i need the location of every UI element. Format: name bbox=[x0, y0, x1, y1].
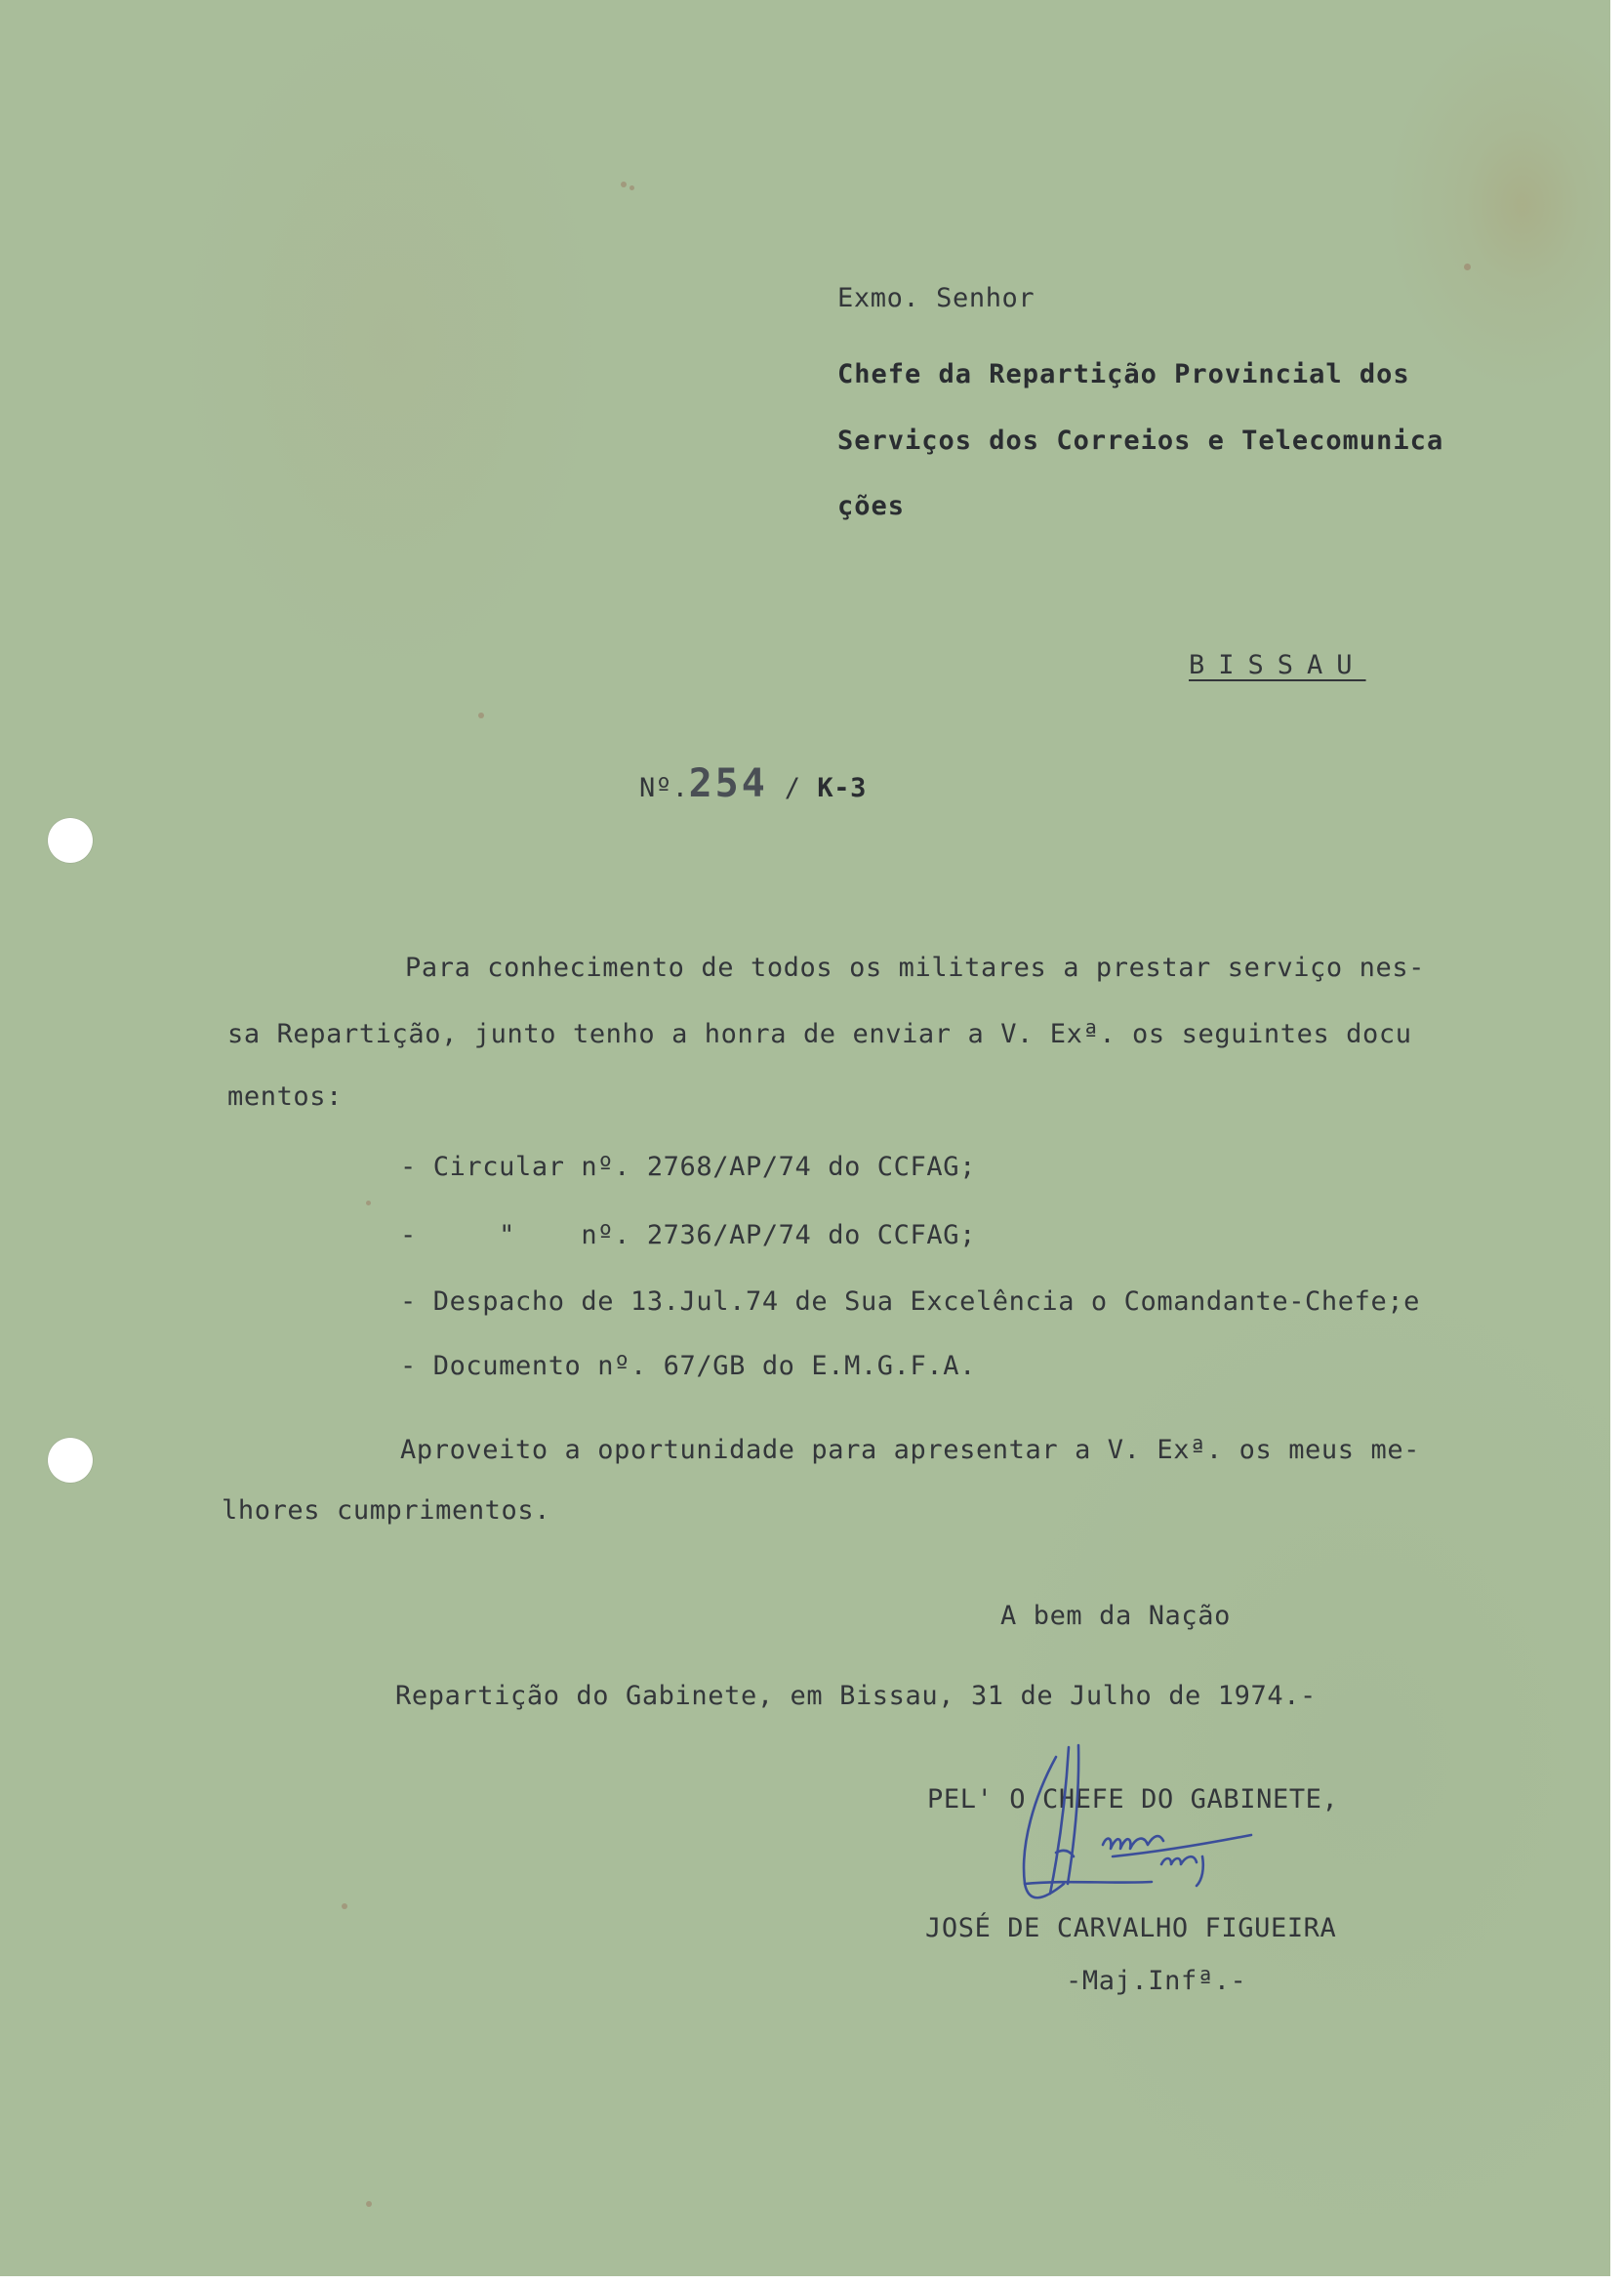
list-item: - Documento nº. 67/GB do E.M.G.F.A. bbox=[400, 1351, 976, 1381]
stain-speck bbox=[366, 1201, 371, 1205]
place-and-date: Repartição do Gabinete, em Bissau, 31 de Julho de 1974.- bbox=[395, 1681, 1317, 1711]
reference-separator: / bbox=[784, 773, 801, 803]
closing-motto: A bem da Nação bbox=[1000, 1601, 1231, 1631]
body-paragraph-1-line-1: Para conhecimento de todos os militares a prestar serviço nes- bbox=[405, 953, 1426, 983]
body-paragraph-2-line-2: lhores cumprimentos. bbox=[222, 1495, 551, 1526]
signatory-rank: -Maj.Infª.- bbox=[1066, 1966, 1247, 1996]
body-paragraph-1-line-3: mentos: bbox=[227, 1081, 343, 1112]
office-line-1: Chefe da Repartição Provincial dos bbox=[837, 359, 1410, 389]
reference-suffix: K-3 bbox=[817, 773, 867, 803]
stain-speck bbox=[478, 713, 484, 718]
stain-speck bbox=[629, 185, 634, 190]
reference-prefix: Nº. bbox=[639, 773, 689, 803]
stain-speck bbox=[621, 182, 627, 187]
stain-speck bbox=[342, 1903, 347, 1909]
reference-number: 254 bbox=[688, 761, 768, 806]
office-line-2: Serviços dos Correios e Telecomunica bbox=[837, 426, 1444, 456]
body-paragraph-1-line-2: sa Repartição, junto tenho a honra de enviar a V. Exª. os seguintes docu bbox=[227, 1019, 1412, 1049]
signatory-title: PEL' O CHEFE DO GABINETE, bbox=[927, 1784, 1339, 1815]
list-item: - Circular nº. 2768/AP/74 do CCFAG; bbox=[400, 1152, 976, 1182]
stain-speck bbox=[366, 2201, 372, 2207]
salutation: Exmo. Senhor bbox=[837, 283, 1035, 313]
office-line-3: ções bbox=[837, 491, 906, 521]
city: BISSAU bbox=[1189, 650, 1366, 680]
punch-hole-top bbox=[48, 818, 93, 863]
punch-hole-bottom bbox=[48, 1438, 93, 1483]
stain-speck bbox=[1464, 264, 1471, 270]
reference-line bbox=[639, 761, 867, 806]
list-item: - Despacho de 13.Jul.74 de Sua Excelência o Comandante-Chefe;e bbox=[400, 1286, 1421, 1317]
body-paragraph-2-line-1: Aproveito a oportunidade para apresentar a V. Exª. os meus me- bbox=[400, 1435, 1421, 1465]
signatory-name: JOSÉ DE CARVALHO FIGUEIRA bbox=[925, 1913, 1337, 1943]
list-item: - " nº. 2736/AP/74 do CCFAG; bbox=[400, 1220, 976, 1250]
